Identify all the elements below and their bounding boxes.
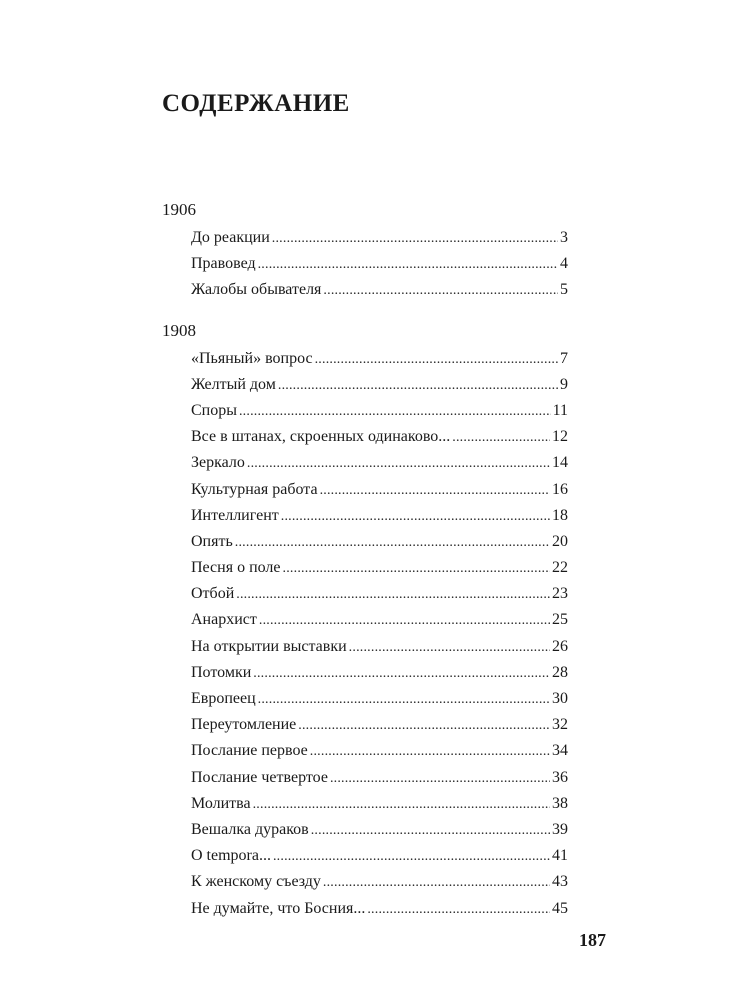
toc-entry-title: К женскому съезду xyxy=(191,873,321,891)
toc-entry-page: 45 xyxy=(552,899,568,917)
dot-leader xyxy=(253,792,550,817)
toc-entry xyxy=(191,451,568,477)
toc-entry-title: Жалобы обывателя xyxy=(191,281,322,299)
toc-entry-page: 43 xyxy=(552,873,568,891)
toc-entry-page: 39 xyxy=(552,820,568,838)
dot-leader xyxy=(236,582,550,607)
toc-entry xyxy=(191,556,568,582)
toc-entry-title: Потомки xyxy=(191,663,252,681)
dot-leader xyxy=(367,897,550,922)
toc-entry xyxy=(191,347,568,373)
toc-entry-title: На открытии выставки xyxy=(191,637,347,655)
toc-entry-title: Песня о поле xyxy=(191,559,281,577)
dot-leader xyxy=(320,478,550,503)
toc-entry-title: O tempora... xyxy=(191,847,271,865)
toc-entries xyxy=(162,347,568,923)
table-of-contents xyxy=(162,198,568,937)
dot-leader xyxy=(281,504,550,529)
dot-leader xyxy=(349,635,550,660)
dot-leader xyxy=(330,766,550,791)
toc-entry-title: Переутомление xyxy=(191,716,297,734)
toc-entry xyxy=(191,582,568,608)
toc-entry xyxy=(191,530,568,556)
toc-entry-page: 22 xyxy=(552,559,568,577)
page-title: СОДЕРЖАНИЕ xyxy=(162,90,350,117)
toc-entry-title: Отбой xyxy=(191,585,235,603)
toc-entry-title: Послание четвертое xyxy=(191,768,328,786)
toc-entry xyxy=(191,252,568,278)
toc-entry xyxy=(191,399,568,425)
toc-entry-page: 28 xyxy=(552,663,568,681)
dot-leader xyxy=(315,347,558,372)
toc-entry-page: 16 xyxy=(552,480,568,498)
toc-entry-page: 41 xyxy=(552,847,568,865)
toc-entry-title: Опять xyxy=(191,532,233,550)
dot-leader xyxy=(298,713,550,738)
toc-entry xyxy=(191,766,568,792)
toc-entry-page: 5 xyxy=(560,281,568,299)
toc-entry xyxy=(191,844,568,870)
toc-entry-title: Желтый дом xyxy=(191,375,276,393)
toc-entry-page: 26 xyxy=(552,637,568,655)
toc-entry-page: 12 xyxy=(552,428,568,446)
toc-entry xyxy=(191,608,568,634)
toc-entry xyxy=(191,713,568,739)
toc-entry xyxy=(191,478,568,504)
toc-entry xyxy=(191,792,568,818)
toc-entry-title: Все в штанах, скроенных одинаково... xyxy=(191,428,451,446)
dot-leader xyxy=(253,661,550,686)
toc-entry-page: 32 xyxy=(552,716,568,734)
toc-entry-title: Зеркало xyxy=(191,454,245,472)
toc-entry xyxy=(191,226,568,252)
toc-entry-title: Вешалка дураков xyxy=(191,820,309,838)
toc-entry xyxy=(191,818,568,844)
toc-entries xyxy=(162,226,568,305)
dot-leader xyxy=(311,818,550,843)
toc-entry-page: 36 xyxy=(552,768,568,786)
dot-leader xyxy=(272,226,558,251)
toc-entry-page: 38 xyxy=(552,794,568,812)
toc-entry-page: 4 xyxy=(560,255,568,273)
dot-leader xyxy=(235,530,550,555)
toc-entry-page: 20 xyxy=(552,532,568,550)
toc-entry xyxy=(191,635,568,661)
toc-entry-title: Молитва xyxy=(191,794,251,812)
section-year: 1906 xyxy=(162,200,196,219)
toc-section-1906 xyxy=(162,198,568,305)
toc-entry-title: «Пьяный» вопрос xyxy=(191,349,313,367)
dot-leader xyxy=(278,373,558,398)
dot-leader xyxy=(310,739,550,764)
toc-entry-title: Европеец xyxy=(191,690,256,707)
page-number: 187 xyxy=(579,930,606,950)
dot-leader xyxy=(323,278,558,303)
toc-entry xyxy=(191,504,568,530)
dot-leader xyxy=(283,556,550,581)
dot-leader xyxy=(259,608,550,633)
toc-entry xyxy=(191,661,568,687)
dot-leader xyxy=(273,844,550,869)
dot-leader xyxy=(452,425,550,450)
dot-leader xyxy=(239,399,551,424)
toc-entry-title: Правовед xyxy=(191,255,256,273)
toc-entry-page: 25 xyxy=(552,611,568,629)
toc-entry xyxy=(191,687,568,713)
toc-entry xyxy=(191,739,568,765)
toc-entry xyxy=(191,425,568,451)
dot-leader xyxy=(247,451,550,476)
toc-entry xyxy=(191,278,568,304)
dot-leader xyxy=(258,252,558,277)
section-year: 1908 xyxy=(162,320,196,340)
toc-entry-page: 30 xyxy=(552,690,568,707)
toc-entry-page: 11 xyxy=(552,401,568,419)
dot-leader xyxy=(258,687,550,712)
toc-entry xyxy=(191,870,568,896)
toc-entry-title: Анархист xyxy=(191,611,257,629)
toc-entry-page: 9 xyxy=(560,375,568,393)
toc-entry-title: Послание первое xyxy=(191,742,308,760)
toc-section-1908 xyxy=(162,319,568,923)
toc-entry-title: Споры xyxy=(191,401,237,419)
toc-entry-page: 3 xyxy=(560,229,568,246)
toc-entry-page: 34 xyxy=(552,742,568,760)
toc-entry xyxy=(191,373,568,399)
toc-entry-title: Интеллигент xyxy=(191,506,279,524)
toc-entry-title: До реакции xyxy=(191,229,270,246)
toc-entry-page: 7 xyxy=(560,349,568,367)
toc-entry-page: 23 xyxy=(552,585,568,603)
toc-entry-title: Не думайте, что Босния... xyxy=(191,899,366,917)
toc-entry-page: 18 xyxy=(552,506,568,524)
toc-entry xyxy=(191,897,568,923)
toc-entry-page: 14 xyxy=(552,454,568,472)
dot-leader xyxy=(323,870,550,895)
toc-entry-title: Культурная работа xyxy=(191,480,318,498)
